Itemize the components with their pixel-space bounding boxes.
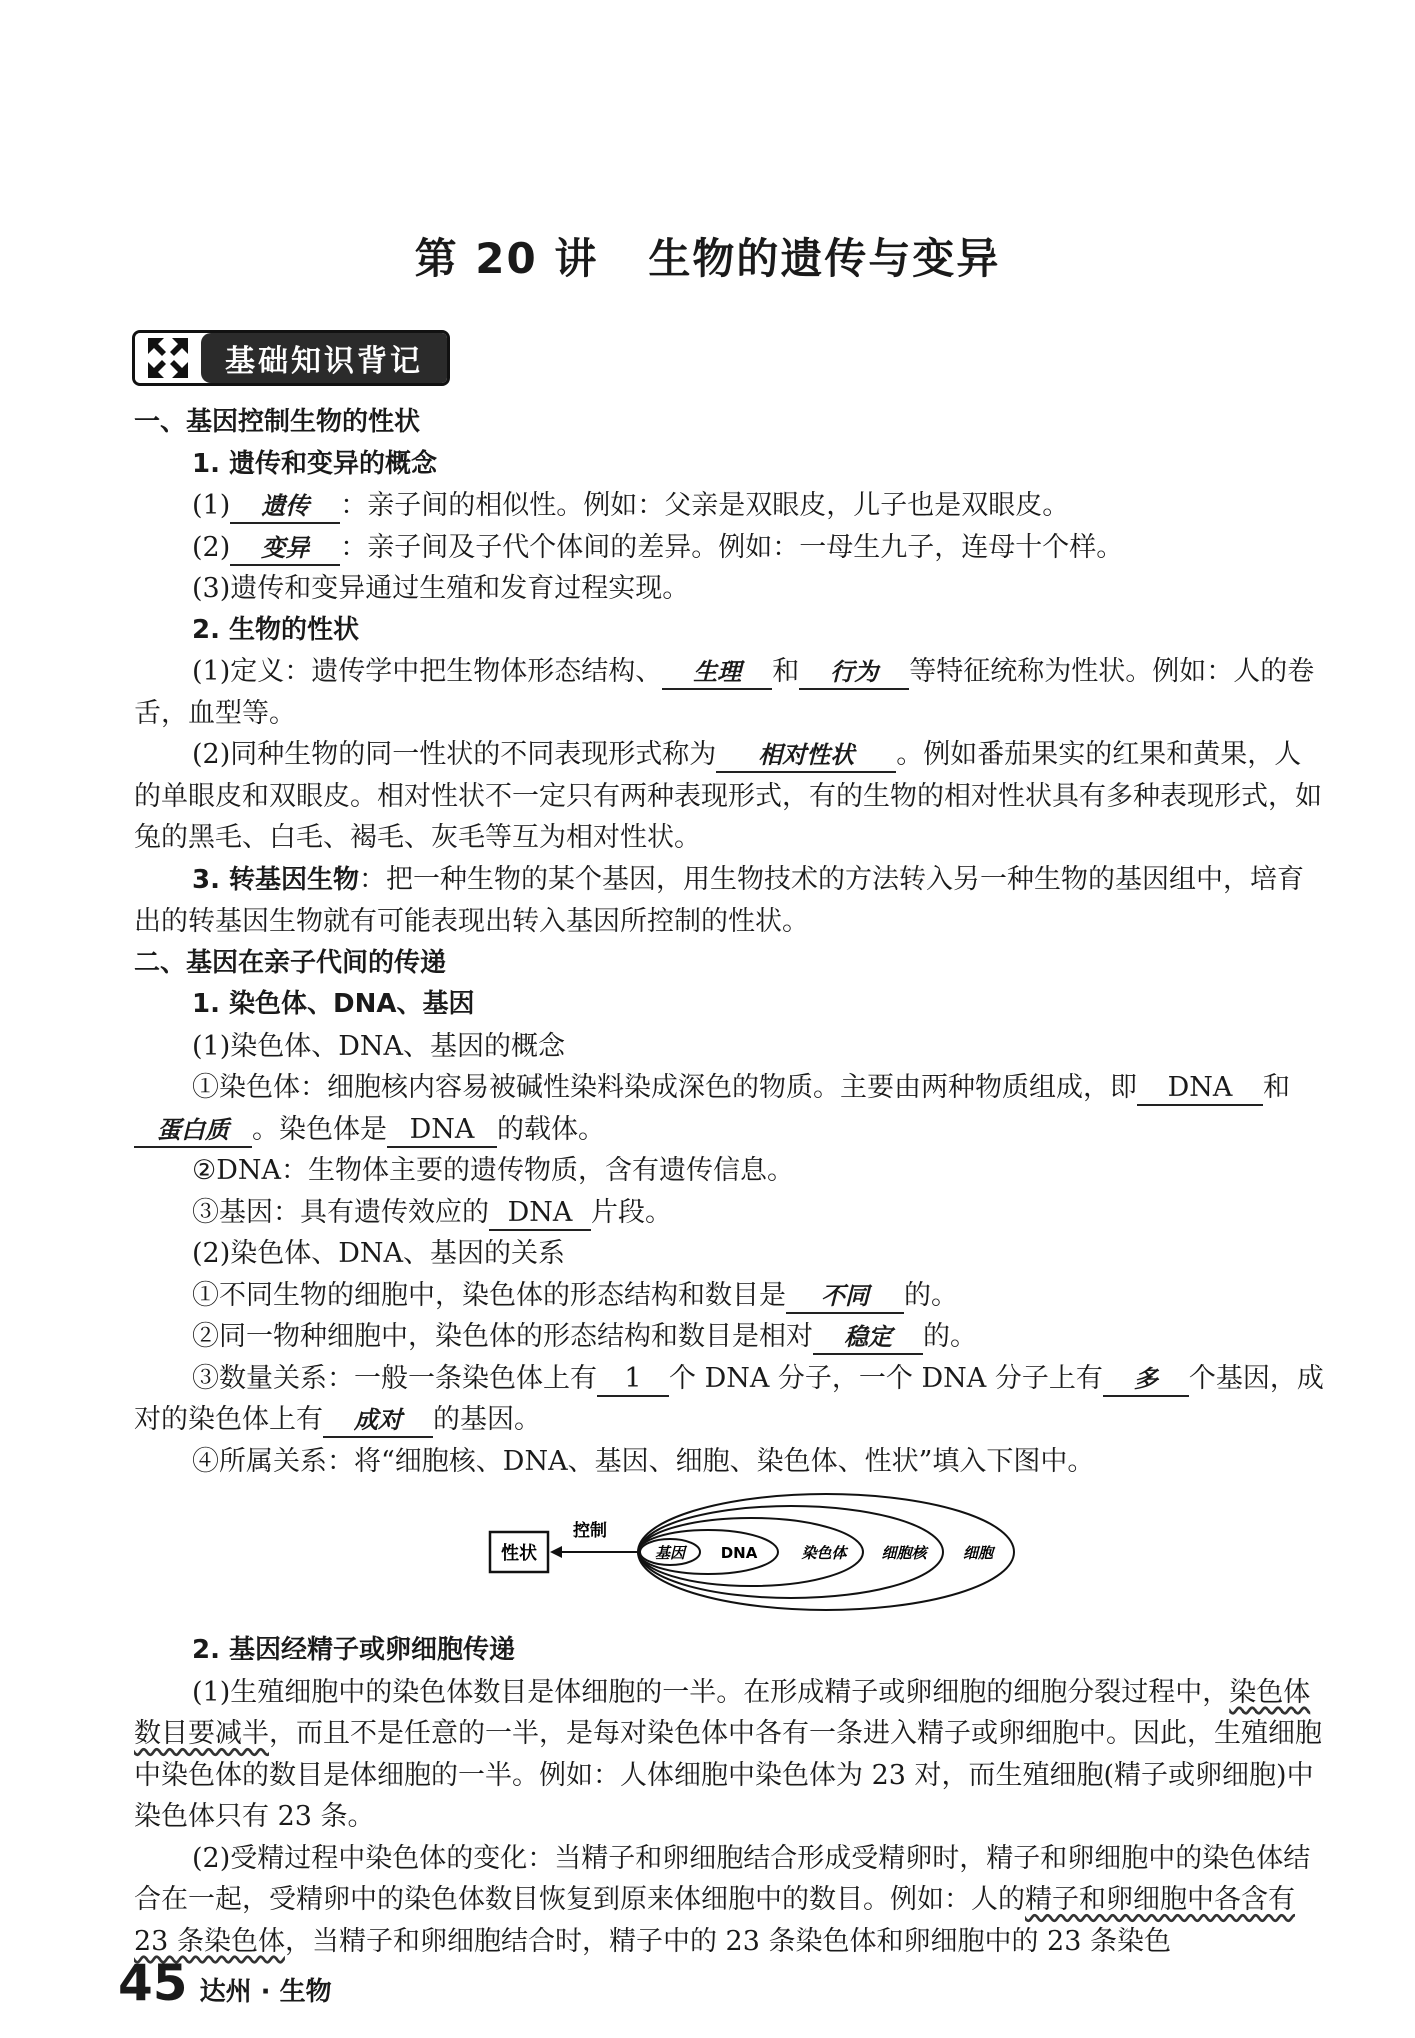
fill-blank: 变异 <box>230 532 340 566</box>
fill-blank: 相对性状 <box>716 739 896 773</box>
paragraph <box>134 485 1324 527</box>
item-text: (2)同种生物的同一性状的不同表现形式称为 <box>192 739 717 770</box>
item-text: 的。 <box>904 1279 958 1311</box>
item-number: (2) <box>192 531 231 563</box>
page-footer <box>118 1954 332 2012</box>
item-text: ：亲子间的相似性。例如：父亲是双眼皮，儿子也是双眼皮。 <box>340 490 1070 521</box>
page-number: 45 <box>118 1954 188 2012</box>
ring-label-gene: 基因 <box>654 1544 686 1562</box>
ring-label-nucleus: 细胞核 <box>881 1544 927 1562</box>
main-content <box>134 402 1324 1962</box>
nested-ellipse-diagram <box>486 1484 1026 1614</box>
fill-blank: 多 <box>1103 1363 1189 1397</box>
paragraph: (1)染色体、DNA、基因的概念 <box>192 1030 566 1062</box>
fill-blank: DNA <box>489 1197 591 1231</box>
emphasis-text: 染色体数目要减半 <box>134 1676 1311 1749</box>
item-text: ，而且不是任意的一半，是每对染色体中各有一条进入精子或卵细胞中。因此，生殖细胞中染色体的数目是体细胞的一半。例如：人体细胞中染色体为 23 对，而生殖细胞(精子或卵细胞)中染色体只有 23 条。 <box>134 1718 1322 1832</box>
paragraph <box>134 734 1324 859</box>
item-number: (1) <box>192 490 231 521</box>
item-text: ①染色体：细胞核内容易被碱性染料染成深色的物质。主要由两种物质组成，即 <box>192 1072 1137 1103</box>
paragraph: ④所属关系：将“细胞核、DNA、基因、细胞、染色体、性状”填入下图中。 <box>192 1445 1095 1477</box>
lecture-number: 第 20 讲 <box>414 234 599 283</box>
emphasis-text: 精子和卵细胞中各含有 23 条染色体 <box>134 1884 1295 1957</box>
arrow-head-icon <box>550 1546 562 1558</box>
item-text: ：把一种生物的某个基因，用生物技术的方法转入另一种生物的基因组中，培育出的转基因生物就有可能表现出转入基因所控制的性状。 <box>134 863 1305 937</box>
item-text: ：亲子间及子代个体间的差异。例如：一母生九子，连母十个样。 <box>340 531 1124 563</box>
subsection-heading: 1. 染色体、DNA、基因 <box>192 989 475 1019</box>
fill-blank: 行为 <box>799 656 909 690</box>
paragraph <box>134 1275 1324 1317</box>
item-text: ③数量关系：一般一条染色体上有 <box>192 1362 597 1394</box>
fill-blank: 成对 <box>323 1404 433 1438</box>
item-text: 。染色体是 <box>252 1113 387 1145</box>
paragraph <box>134 859 1324 943</box>
trait-box-label: 性状 <box>501 1543 537 1564</box>
page-title <box>0 226 1415 286</box>
paragraph: (2)染色体、DNA、基因的关系 <box>192 1238 566 1269</box>
section-heading: 二、基因在亲子代间的传递 <box>134 947 447 978</box>
item-text: 。例如番茄果实的红果和黄果，人的单眼皮和双眼皮。相对性状不一定只有两种表现形式，有的生物的相对性状具有多种表现形式，如兔的黑毛、白毛、褐毛、灰毛等互为相对性状。 <box>134 739 1322 853</box>
fill-blank: 遗传 <box>230 490 340 524</box>
paragraph <box>134 1838 1324 1963</box>
ring-label-cell: 细胞 <box>962 1544 994 1562</box>
fill-blank: 稳定 <box>813 1321 923 1355</box>
badge-label: 基础知识背记 <box>201 333 447 383</box>
item-text: 的基因。 <box>433 1404 541 1435</box>
item-text: ②同一物种细胞中，染色体的形态结构和数目是相对 <box>192 1321 813 1352</box>
fill-blank: 蛋白质 <box>134 1114 252 1148</box>
paragraph <box>134 1358 1324 1441</box>
fill-blank: 生理 <box>662 656 772 690</box>
paragraph <box>134 1067 1324 1150</box>
paragraph: (3)遗传和变异通过生殖和发育过程实现。 <box>192 573 690 604</box>
item-text: (1)定义：遗传学中把生物体形态结构、 <box>192 656 663 687</box>
item-text: (1)生殖细胞中的染色体数目是体细胞的一半。在形成精子或卵细胞的细胞分裂过程中， <box>192 1676 1230 1708</box>
paragraph <box>134 1672 1324 1838</box>
ring-label-dna: DNA <box>720 1544 758 1562</box>
subsection-heading: 1. 遗传和变异的概念 <box>192 448 438 479</box>
item-text: 个 DNA 分子，一个 DNA 分子上有 <box>669 1362 1103 1394</box>
paragraph <box>134 651 1324 734</box>
control-arrow-label: 控制 <box>573 1521 607 1541</box>
item-text: ，当精子和卵细胞结合时，精子中的 23 条染色体和卵细胞中的 23 条染色 <box>284 1925 1171 1957</box>
item-text: ①不同生物的细胞中，染色体的形态结构和数目是 <box>192 1279 786 1311</box>
item-text: 个基因，成对的染色体上有 <box>134 1362 1324 1435</box>
subsection-heading: 2. 基因经精子或卵细胞传递 <box>192 1635 516 1665</box>
item-text: 的载体。 <box>497 1113 605 1145</box>
item-text: 和 <box>1263 1072 1290 1103</box>
crossed-arrows-icon <box>135 333 201 383</box>
ring-label-chromosome: 染色体 <box>801 1544 847 1562</box>
paragraph <box>134 1192 1324 1234</box>
paragraph <box>134 527 1324 569</box>
paragraph <box>134 1316 1324 1358</box>
lecture-topic: 生物的遗传与变异 <box>648 234 1001 283</box>
subsection-heading: 2. 生物的性状 <box>192 614 360 645</box>
section-heading: 一、基因控制生物的性状 <box>134 407 421 437</box>
item-text: ③基因：具有遗传效应的 <box>192 1196 489 1228</box>
fill-blank: DNA <box>387 1114 497 1148</box>
item-text: (2)受精过程中染色体的变化：当精子和卵细胞结合形成受精卵时，精子和卵细胞中的染色体结合在一起，受精卵中的染色体数目恢复到原来体细胞中的数目。例如：人的 <box>134 1842 1311 1915</box>
inline-heading: 3. 转基因生物 <box>192 864 360 895</box>
paragraph: ②DNA：生物体主要的遗传物质，含有遗传信息。 <box>192 1155 794 1186</box>
item-text: 和 <box>772 656 800 687</box>
fill-blank: DNA <box>1137 1072 1263 1106</box>
fill-blank: 不同 <box>786 1280 904 1314</box>
item-text: 片段。 <box>591 1196 672 1228</box>
item-text: 等特征统称为性状。例如：人的卷舌，血型等。 <box>134 656 1315 729</box>
fill-blank: 1 <box>597 1363 669 1397</box>
item-text: 的。 <box>923 1321 977 1352</box>
book-tag: 达州 · 生物 <box>199 1977 332 2007</box>
inclusion-diagram <box>134 1482 1324 1630</box>
section-badge <box>132 330 450 386</box>
